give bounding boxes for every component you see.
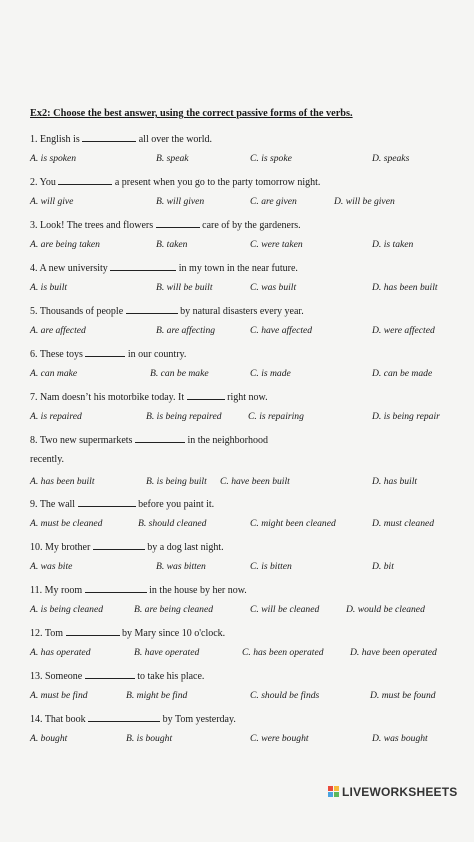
option-b[interactable]: B. are being cleaned [134,604,214,615]
option-b[interactable]: B. is being built [146,476,207,487]
question-7 [30,390,268,403]
question-12 [30,626,225,639]
question-text-start: 1. English is [30,134,80,145]
question-text-start: 3. Look! The trees and flowers [30,220,154,231]
option-d[interactable]: D. must cleaned [372,518,435,529]
brand-name: LIVEWORKSHEETS [342,785,458,799]
question-text-start: 2. You [30,177,56,188]
option-d[interactable]: D. will be given [334,196,395,207]
question-6 [30,347,186,360]
question-text-start: 6. These toys [30,349,83,360]
option-b[interactable]: B. speak [156,153,189,164]
answer-blank[interactable] [126,304,178,314]
option-b[interactable]: B. have operated [134,647,200,658]
logo-square [328,786,333,791]
option-a[interactable]: A. is being cleaned [30,604,103,615]
option-c[interactable]: C. are given [250,196,297,207]
option-b[interactable]: B. might be find [126,690,188,701]
option-c[interactable]: C. might been cleaned [250,518,336,529]
question-text-start: 14. That book [30,714,86,725]
answer-blank[interactable] [78,497,136,507]
option-d[interactable]: D. can be made [372,368,433,379]
option-d[interactable]: D. has been built [372,282,438,293]
option-b[interactable]: B. is being repaired [146,411,222,422]
option-a[interactable]: A. is repaired [30,411,82,422]
answer-options [30,518,460,532]
option-b[interactable]: B. will given [156,196,205,207]
option-a[interactable]: A. is built [30,282,68,293]
logo-square [328,792,333,797]
option-c[interactable]: C. was built [250,282,297,293]
exercise-title: Ex2: Choose the best answer, using the correct passive forms of the verbs. [30,108,353,119]
question-text-end: care of by the gardeners. [202,220,301,231]
question-4 [30,261,298,274]
option-d[interactable]: D. was bought [372,733,428,744]
question-text-start: 8. Two new supermarkets [30,435,133,446]
question-text-end: by a dog last night. [147,542,224,553]
liveworksheets-logo [328,784,457,800]
question-2 [30,175,320,188]
question-text-end: all over the world. [138,134,213,145]
option-c[interactable]: C. has been operated [242,647,324,658]
option-c[interactable]: C. were taken [250,239,303,250]
option-d[interactable]: D. is being repair [372,411,440,422]
option-c[interactable]: C. is made [250,368,291,379]
option-a[interactable]: A. will give [30,196,74,207]
logo-square [334,786,339,791]
answer-options [30,282,460,296]
question-text-end: to take his place. [137,671,205,682]
question-text-end: in my town in the near future. [178,263,298,274]
option-a[interactable]: A. bought [30,733,68,744]
question-10 [30,540,224,553]
option-d[interactable]: D. must be found [370,690,436,701]
question-text-end: before you paint it. [138,499,215,510]
option-b[interactable]: B. is bought [126,733,173,744]
answer-blank[interactable] [156,218,200,228]
question-text-end: by Tom yesterday. [162,714,236,725]
answer-options [30,690,460,704]
option-d[interactable]: D. is taken [372,239,414,250]
option-c[interactable]: C. should be finds [250,690,320,701]
answer-options [30,561,460,575]
answer-options [30,604,460,618]
question-continuation: recently. [30,454,65,465]
option-a[interactable]: A. must be cleaned [30,518,103,529]
option-d[interactable]: D. has built [372,476,418,487]
question-text-end: in the neighborhood [187,435,268,446]
option-c[interactable]: C. have been built [220,476,290,487]
question-text-start: 13. Someone [30,671,83,682]
answer-blank[interactable] [88,712,160,722]
question-8 [30,433,268,446]
option-c[interactable]: C. is bitten [250,561,292,572]
option-a[interactable]: A. has been built [30,476,95,487]
answer-blank[interactable] [187,390,225,400]
option-c[interactable]: C. will be cleaned [250,604,320,615]
option-c[interactable]: C. have affected [250,325,313,336]
question-text-start: 4. A new university [30,263,108,274]
option-a[interactable]: A. has operated [30,647,91,658]
question-text-start: 9. The wall [30,499,76,510]
question-text-start: 7. Nam doesn’t his motorbike today. It [30,392,185,403]
option-b[interactable]: B. was bitten [156,561,206,572]
answer-blank[interactable] [135,433,185,443]
question-text-end: a present when you go to the party tomorrow night. [114,177,321,188]
option-b[interactable]: B. can be make [150,368,209,379]
answer-options [30,239,460,253]
option-a[interactable]: A. are affected [30,325,86,336]
answer-blank[interactable] [85,583,147,593]
option-b[interactable]: B. taken [156,239,188,250]
question-9 [30,497,214,510]
option-d[interactable]: D. speaks [372,153,410,164]
question-text-end: right now. [227,392,268,403]
question-text-start: 10. My brother [30,542,91,553]
option-d[interactable]: D. were affected [372,325,435,336]
option-b[interactable]: B. are affecting [156,325,216,336]
question-text-end: by Mary since 10 o'clock. [122,628,226,639]
answer-blank[interactable] [82,132,136,142]
option-a[interactable]: A. must be find [30,690,88,701]
answer-options [30,196,460,210]
option-a[interactable]: A. are being taken [30,239,100,250]
answer-blank[interactable] [110,261,176,271]
option-a[interactable]: A. is spoken [30,153,77,164]
option-a[interactable]: A. was bite [30,561,73,572]
question-14 [30,712,236,725]
option-a[interactable]: A. can make [30,368,78,379]
answer-blank[interactable] [85,347,125,357]
option-c[interactable]: C. were bought [250,733,309,744]
answer-options [30,368,460,382]
answer-blank[interactable] [66,626,120,636]
question-1 [30,132,212,145]
answer-options [30,411,460,425]
option-d[interactable]: D. bit [372,561,394,572]
question-3 [30,218,301,231]
answer-blank[interactable] [85,669,135,679]
answer-options [30,153,460,167]
question-text-end: by natural disasters every year. [180,306,304,317]
answer-blank[interactable] [58,175,112,185]
question-11 [30,583,247,596]
option-d[interactable]: D. would be cleaned [346,604,425,615]
answer-options [30,647,460,661]
question-5 [30,304,304,317]
question-text-end: in our country. [127,349,187,360]
answer-blank[interactable] [93,540,145,550]
question-text-start: 12. Tom [30,628,64,639]
option-b[interactable]: B. should cleaned [138,518,207,529]
liveworksheets-logo-icon [328,786,340,798]
option-b[interactable]: B. will be built [156,282,213,293]
question-text-start: 5. Thousands of people [30,306,124,317]
question-text-start: 11. My room [30,585,83,596]
option-d[interactable]: D. have been operated [350,647,437,658]
option-c[interactable]: C. is repairing [248,411,304,422]
question-text-end: in the house by her now. [149,585,247,596]
answer-options [30,733,460,747]
option-c[interactable]: C. is spoke [250,153,292,164]
answer-options [30,325,460,339]
answer-options [30,476,460,490]
logo-square [334,792,339,797]
question-13 [30,669,204,682]
